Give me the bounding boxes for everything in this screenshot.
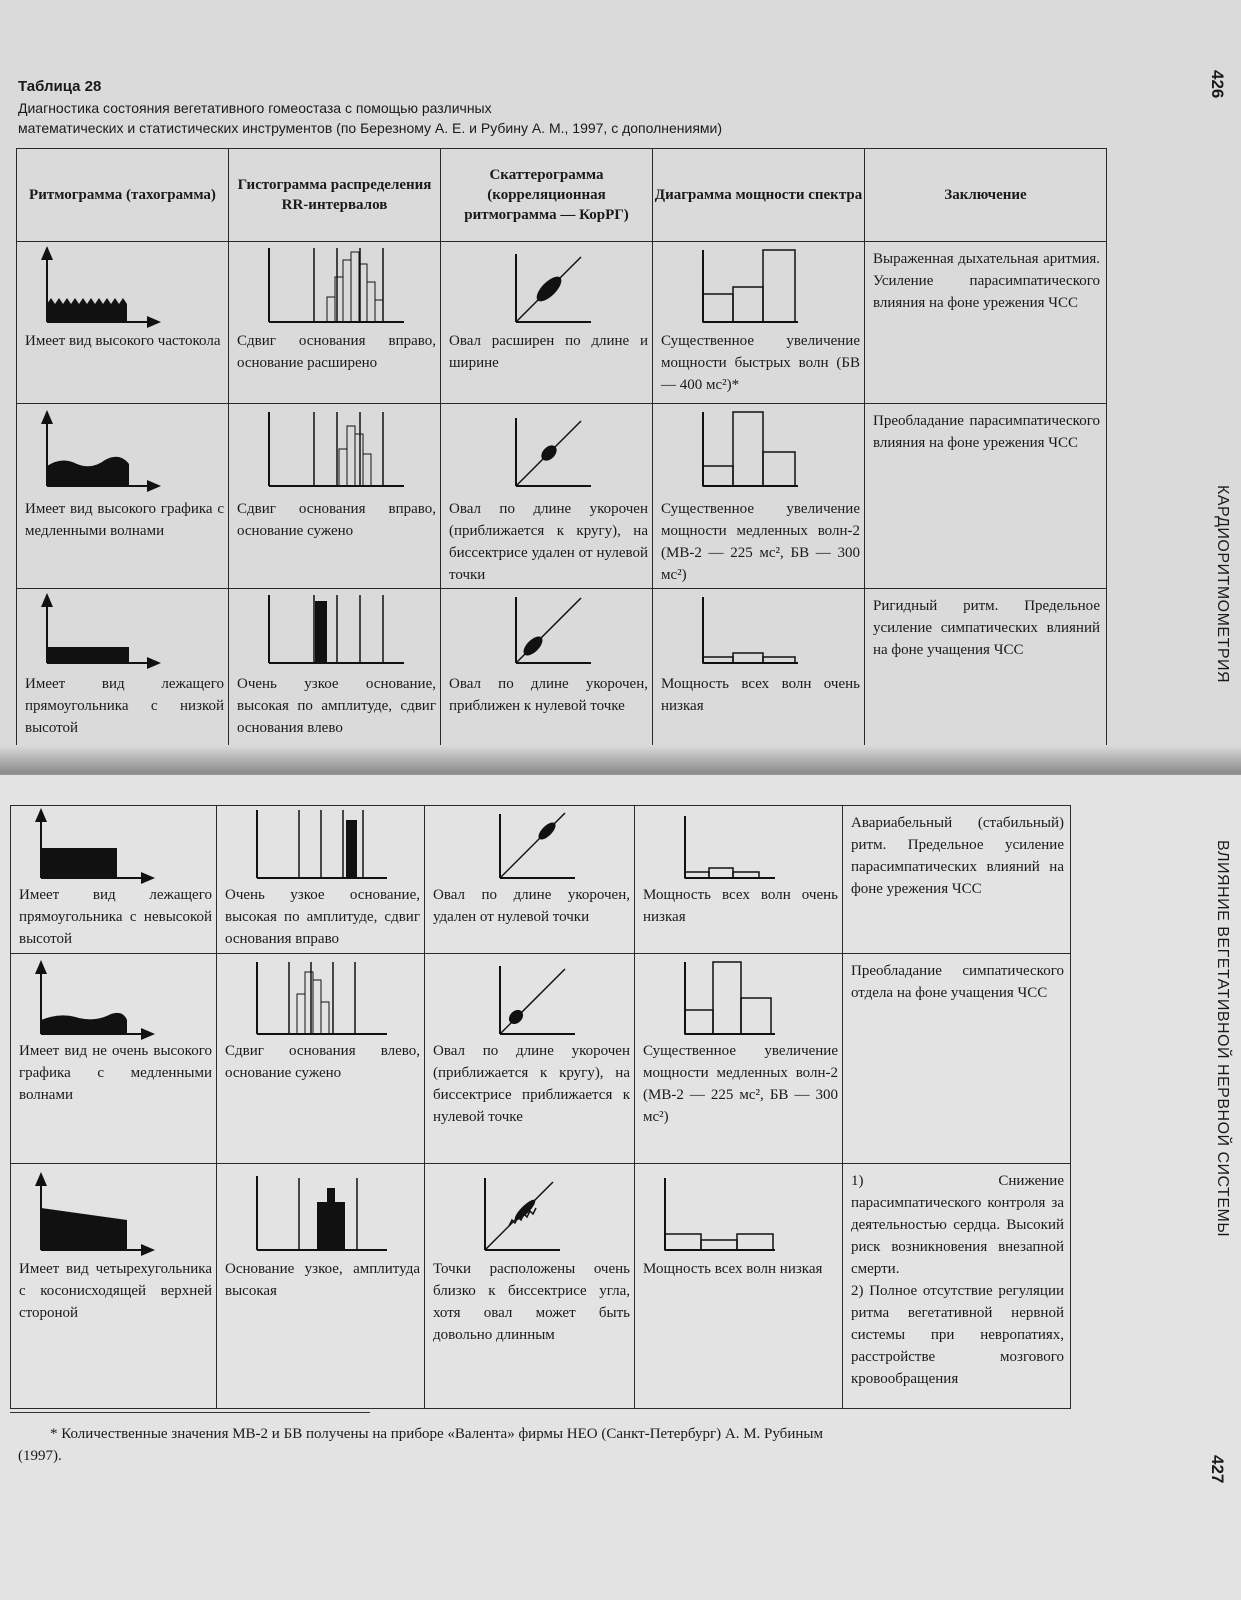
rhythmogram-text: Имеет вид четырехугольника с косонисходящей верхней стороной <box>19 1261 212 1321</box>
rhythmogram-cell <box>17 242 229 404</box>
conclusion-cell <box>865 404 1107 589</box>
table-header-row <box>17 149 1107 242</box>
spectrum-figure <box>635 954 843 1040</box>
header-rhythmogram: Ритмограмма (тахограмма) <box>17 149 229 242</box>
conclusion-cell <box>865 242 1107 404</box>
histogram-figure <box>217 954 425 1040</box>
scattergram-text: Овал по длине укорочен (приближается к кругу), на биссектрисе приближается к нулевой точке <box>433 1043 630 1125</box>
spectrum-figure <box>635 1164 843 1258</box>
header-conclusion: Заключение <box>865 149 1107 242</box>
table-title <box>18 98 1018 138</box>
spectrum-cell <box>635 954 843 1164</box>
spectrum-cell <box>653 242 865 404</box>
table-row <box>17 589 1107 749</box>
rhythmogram-cell <box>11 806 217 954</box>
conclusion-text: Преобладание симпатического отдела на фоне учащения ЧСС <box>851 963 1064 1001</box>
footnote-rule <box>10 1412 370 1413</box>
scattergram-cell <box>441 589 653 749</box>
rhythmogram-text: Имеет вид лежащего прямоугольника с низкой высотой <box>25 676 224 736</box>
rhythmogram-cell <box>17 404 229 589</box>
scattergram-cell <box>441 242 653 404</box>
conclusion-cell <box>843 806 1071 954</box>
scattergram-cell <box>425 954 635 1164</box>
conclusion-text: Преобладание парасимпатического влияния на фоне урежения ЧСС <box>873 413 1100 451</box>
spectrum-text: Мощность всех волн очень низкая <box>643 887 838 925</box>
scattergram-figure <box>441 589 651 673</box>
spectrum-cell <box>635 806 843 954</box>
scattergram-figure <box>425 1164 635 1258</box>
page-427 <box>0 775 1241 1600</box>
table-title-line-1: Диагностика состояния вегетативного гомеостаза с помощью различных <box>18 100 492 116</box>
page-number: 427 <box>1208 1455 1227 1484</box>
scattergram-text: Овал по длине укорочен (приближается к кругу), на биссектрисе удален от нулевой точки <box>449 501 648 583</box>
scattergram-text: Овал по длине укорочен, удален от нулевой точки <box>433 887 630 925</box>
scattergram-figure <box>441 242 651 330</box>
rhythmogram-figure <box>11 954 217 1040</box>
histogram-figure <box>229 242 439 330</box>
header-histogram: Гистограмма распределения RR-интервалов <box>229 149 441 242</box>
conclusion-cell <box>843 954 1071 1164</box>
histogram-cell <box>217 954 425 1164</box>
spectrum-text: Существенное увеличение мощности быстрых волн (БВ — 400 мс²)* <box>661 333 860 393</box>
spectrum-text: Существенное увеличение мощности медленных волн-2 (МВ-2 — 225 мс², БВ — 300 мс²) <box>643 1043 838 1125</box>
conclusion-text: Авариабельный (стабильный) ритм. Предельное усиление парасимпатических влияний на фоне урежения ЧСС <box>851 815 1064 897</box>
table-label: Таблица 28 <box>18 78 102 95</box>
spectrum-text: Мощность всех волн очень низкая <box>661 676 860 714</box>
conclusion-text: Выраженная дыхательная аритмия. Усиление парасимпатического влияния на фоне урежения ЧСС <box>873 251 1100 311</box>
page-426 <box>0 0 1241 785</box>
spectrum-text: Существенное увеличение мощности медленных волн-2 (МВ-2 — 225 мс², БВ — 300 мс²) <box>661 501 860 583</box>
histogram-text: Основание узкое, амплитуда высокая <box>225 1261 420 1299</box>
spectrum-figure <box>635 806 843 884</box>
table-row <box>17 404 1107 589</box>
scattergram-text: Точки расположены очень близко к биссектрисе угла, хотя овал может быть довольно длинным <box>433 1261 630 1343</box>
rhythmogram-text: Имеет вид не очень высокого графика с медленными волнами <box>19 1043 212 1103</box>
rhythmogram-cell <box>11 954 217 1164</box>
histogram-cell <box>229 404 441 589</box>
spectrum-figure <box>653 404 863 498</box>
diagnostics-table-part-1 <box>16 148 1107 749</box>
histogram-cell <box>217 1164 425 1409</box>
conclusion-item-1: 1) Снижение парасимпатического контроля за деятельностью сердца. Высокий риск возникновения внезапной смерти. <box>851 1173 1064 1277</box>
header-spectrum: Диаграмма мощности спектра <box>653 149 865 242</box>
spectrum-text: Мощность всех волн низкая <box>643 1261 823 1277</box>
histogram-text: Сдвиг основания вправо, основание расширено <box>237 333 436 371</box>
spectrum-cell <box>653 589 865 749</box>
scattergram-text: Овал расширен по длине и ширине <box>449 333 648 371</box>
histogram-cell <box>217 806 425 954</box>
rhythmogram-figure <box>11 1164 217 1258</box>
table-row <box>11 806 1071 954</box>
histogram-text: Очень узкое основание, высокая по амплитуде, сдвиг основания вправо <box>225 887 420 947</box>
rhythmogram-text: Имеет вид высокого графика с медленными волнами <box>25 501 224 539</box>
page-number: 426 <box>1208 70 1227 99</box>
header-scattergram: Скаттерограмма (корреляционная ритмограмма — КорРГ) <box>441 149 653 242</box>
scattergram-text: Овал по длине укорочен, приближен к нулевой точке <box>449 676 648 714</box>
rhythmogram-figure <box>17 404 227 498</box>
histogram-figure <box>229 589 439 673</box>
rhythmogram-cell <box>11 1164 217 1409</box>
running-head: КАРДИОРИТМОМЕТРИЯ <box>1214 485 1231 684</box>
table-row <box>17 242 1107 404</box>
table-row <box>11 954 1071 1164</box>
running-head: ВЛИЯНИЕ ВЕГЕТАТИВНОЙ НЕРВНОЙ СИСТЕМЫ <box>1214 840 1231 1237</box>
rhythmogram-figure <box>17 242 227 330</box>
spectrum-cell <box>635 1164 843 1409</box>
rhythmogram-figure <box>17 589 227 673</box>
histogram-figure <box>217 1164 425 1258</box>
footnote: * Количественные значения МВ-2 и БВ получены на приборе «Валента» фирмы НЕО (Санкт-Петербург) А. М. Рубиным (1997). <box>18 1426 823 1464</box>
scattergram-figure <box>425 954 635 1040</box>
conclusion-text: Ригидный ритм. Предельное усиление симпатических влияний на фоне учащения ЧСС <box>873 598 1100 658</box>
histogram-cell <box>229 242 441 404</box>
diagnostics-table-part-2 <box>10 805 1071 1409</box>
histogram-text: Сдвиг основания влево, основание сужено <box>225 1043 420 1081</box>
histogram-figure <box>229 404 439 498</box>
table-title-line-2: математических и статистических инструментов (по Березному А. Е. и Рубину А. М., 1997, с дополнениями) <box>18 120 723 136</box>
conclusion-text <box>843 1164 1070 1394</box>
histogram-cell <box>229 589 441 749</box>
scattergram-cell <box>441 404 653 589</box>
scattergram-figure <box>425 806 635 884</box>
spectrum-cell <box>653 404 865 589</box>
conclusion-cell <box>865 589 1107 749</box>
table-row <box>11 1164 1071 1409</box>
rhythmogram-figure <box>11 806 217 884</box>
scattergram-figure <box>441 404 651 498</box>
scattergram-cell <box>425 806 635 954</box>
conclusion-item-2: 2) Полное отсутствие регуляции ритма вегетативной нервной системы при невропатиях, расстройстве мозгового кровообращения <box>851 1283 1064 1387</box>
histogram-text: Сдвиг основания вправо, основание сужено <box>237 501 436 539</box>
rhythmogram-text: Имеет вид высокого частокола <box>25 333 221 349</box>
histogram-text: Очень узкое основание, высокая по амплитуде, сдвиг основания влево <box>237 676 436 736</box>
rhythmogram-cell <box>17 589 229 749</box>
conclusion-cell <box>843 1164 1071 1409</box>
spectrum-figure <box>653 589 863 673</box>
histogram-figure <box>217 806 425 884</box>
rhythmogram-text: Имеет вид лежащего прямоугольника с невысокой высотой <box>19 887 212 947</box>
spectrum-figure <box>653 242 863 330</box>
scattergram-cell <box>425 1164 635 1409</box>
